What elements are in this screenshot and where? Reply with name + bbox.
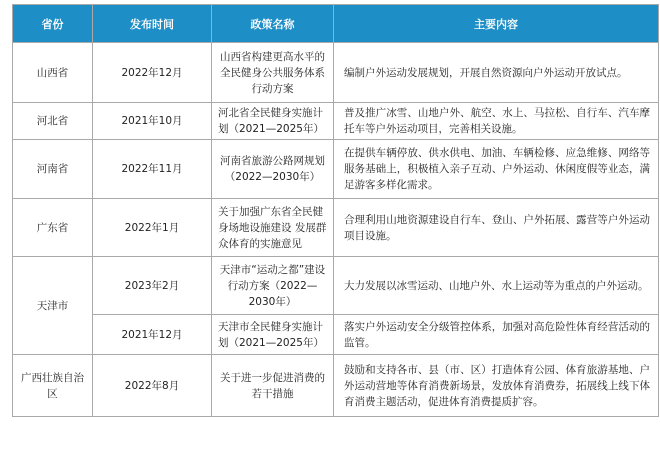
content-cell: 大力发展以冰雪运动、山地户外、水上运动等为重点的户外运动。 (334, 257, 659, 315)
policy-cell: 河北省全民健身实施计划（2021—2025年） (212, 103, 334, 140)
table-header-row (13, 5, 659, 43)
content-cell: 落实户外运动安全分级管控体系，加强对高危险性体育经营活动的监管。 (334, 315, 659, 355)
policy-cell: 天津市全民健身实施计划（2021—2025年） (212, 315, 334, 355)
province-cell: 广东省 (13, 199, 93, 257)
content-cell: 在提供车辆停放、供水供电、加油、车辆检修、应急维修、网络等服务基础上，积极植入亲子互动、户外运动、休闲度假等业态，满足游客多样化需求。 (334, 140, 659, 199)
table-row (13, 199, 659, 257)
content-cell: 普及推广冰雪、山地户外、航空、水上、马拉松、自行车、汽车摩托车等户外运动项目，完善相关设施。 (334, 103, 659, 140)
header-province: 省份 (13, 5, 93, 43)
policy-cell: 河南省旅游公路网规划（2022—2030年） (212, 140, 334, 199)
province-cell: 山西省 (13, 43, 93, 103)
policy-table (12, 4, 659, 417)
policy-cell: 山西省构建更高水平的全民健身公共服务体系行动方案 (212, 43, 334, 103)
date-cell: 2023年2月 (93, 257, 212, 315)
date-cell: 2022年12月 (93, 43, 212, 103)
table-row (13, 43, 659, 103)
table-row (13, 103, 659, 140)
policy-cell: 关于进一步促进消费的若干措施 (212, 355, 334, 417)
date-cell: 2022年11月 (93, 140, 212, 199)
province-cell: 天津市 (13, 257, 93, 355)
header-policy: 政策名称 (212, 5, 334, 43)
date-cell: 2022年8月 (93, 355, 212, 417)
province-cell: 河北省 (13, 103, 93, 140)
province-cell: 广西壮族自治区 (13, 355, 93, 417)
header-date: 发布时间 (93, 5, 212, 43)
content-cell: 鼓励和支持各市、县（市、区）打造体育公园、体育旅游基地、户外运动营地等体育消费新场景，发放体育消费券，拓展线上线下体育消费主题活动，促进体育消费提质扩容。 (334, 355, 659, 417)
content-cell: 合理利用山地资源建设自行车、登山、户外拓展、露营等户外运动项目设施。 (334, 199, 659, 257)
date-cell: 2021年10月 (93, 103, 212, 140)
date-cell: 2021年12月 (93, 315, 212, 355)
table-row (13, 257, 659, 315)
table-row (13, 140, 659, 199)
date-cell: 2022年1月 (93, 199, 212, 257)
header-content: 主要内容 (334, 5, 659, 43)
policy-cell: 天津市“运动之都”建设行动方案（2022—2030年） (212, 257, 334, 315)
province-cell: 河南省 (13, 140, 93, 199)
table-row (13, 315, 659, 355)
table-row (13, 355, 659, 417)
policy-cell: 关于加强广东省全民健身场地设施建设 发展群众体育的实施意见 (212, 199, 334, 257)
content-cell: 编制户外运动发展规划，开展自然资源向户外运动开放试点。 (334, 43, 659, 103)
